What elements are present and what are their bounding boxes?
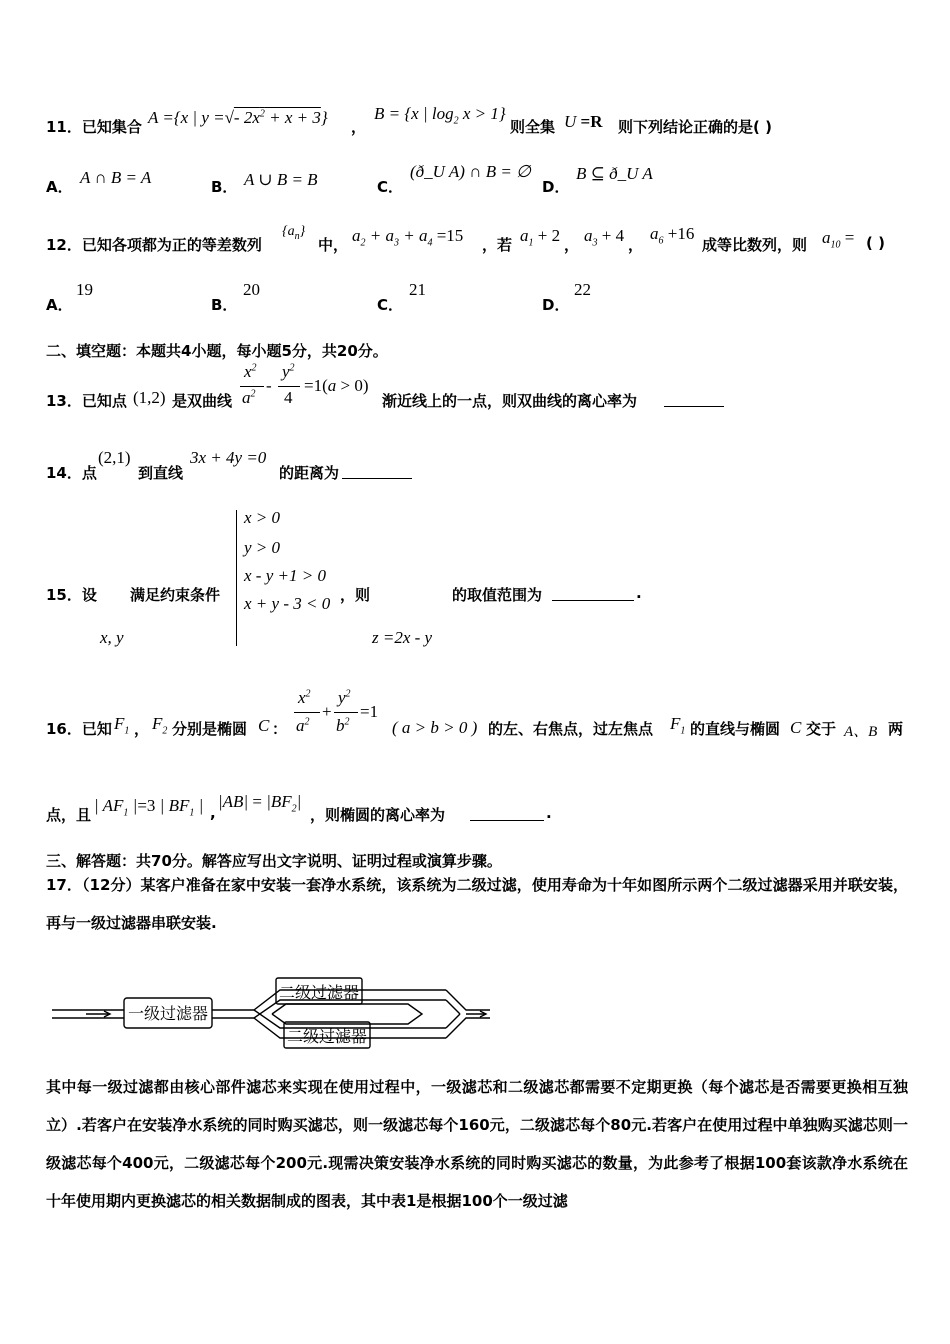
- q16-f2: $F_2$: [152, 714, 168, 737]
- q12-option-c-key: C．: [377, 296, 404, 314]
- q15-end: .: [636, 584, 642, 602]
- q14-point: (2,1): [98, 448, 131, 467]
- q15-comma: ，则: [340, 586, 371, 604]
- q11-option-a-key: A．: [46, 178, 73, 196]
- q16-label: 16．已知: [46, 720, 112, 738]
- q12-sep-1: ，: [564, 236, 580, 254]
- q12-ruo: ，若: [482, 236, 513, 254]
- q16-f1-again: $F_1$: [670, 714, 686, 737]
- q16-points: A、B: [844, 724, 878, 740]
- section-2-heading: 二、填空题：本题共4小题，每小题5分，共20分。: [46, 342, 388, 360]
- q12-sep-2: ，: [628, 236, 644, 254]
- q16-tail2: ，则椭圆的离心率为: [310, 806, 446, 824]
- q16-mid3: 的直线与椭圆: [690, 720, 781, 738]
- q15-constraint-3: x - y +1 > 0: [244, 566, 326, 585]
- q11-label: 11．已知集合: [46, 118, 142, 136]
- q13-mid: 是双曲线: [172, 392, 233, 410]
- filter-diagram: [46, 960, 506, 1060]
- q16-mid1: 分别是椭圆: [172, 720, 248, 738]
- q15-brace: [236, 510, 237, 646]
- q13-point: (1,2): [133, 388, 166, 407]
- q11-option-d: B ⊆ ð_U A: [576, 164, 653, 183]
- q16-tail1: 两: [888, 720, 904, 738]
- q12-option-a: 19: [76, 280, 93, 299]
- q17-intro: 17．（12分）某客户准备在家中安装一套净水系统，该系统为二级过滤，使用寿命为十年如图所示两个二级过滤器采用并联安装，再与一级过滤器串联安装.: [46, 876, 908, 932]
- q15-label: 15．设: [46, 586, 97, 604]
- q15-tail: 的取值范围为: [452, 586, 543, 604]
- q17-body: 其中每一级过滤都由核心部件滤芯来实现在使用过程中，一级滤芯和二级滤芯都需要不定期更换（每个滤芯是否需要更换相互独立）.若客户在安装净水系统的同时购买滤芯，则一级滤芯每个160元，二级滤芯每个80元.若客户在使用过程中单独购买滤芯则一级滤芯每个400元，二级滤芯每个200元.现需决策安装净水系统的同时购买滤芯的数量，为此参考了根据100套该款净水系统在十年使用期内更换滤芯的相关数据制成的图表，其中表1是根据100个一级过滤: [46, 1078, 908, 1210]
- q11-option-a: A ∩ B = A: [80, 168, 152, 187]
- q14-mid: 到直线: [138, 464, 184, 482]
- q16-colon: ：: [272, 720, 288, 738]
- q13-label: 13．已知点: [46, 392, 127, 410]
- q12-a10: $a_{10}$ =: [822, 228, 855, 251]
- q12-option-d: 22: [574, 280, 591, 299]
- q11-comma: ，: [351, 118, 367, 136]
- q16-ellipse-equation: $x^2$ $a^2$ + $y^2$ $b^2$ =1: [296, 688, 379, 735]
- q15-constraint-2: y > 0: [244, 538, 281, 557]
- q12-zhong: 中，: [318, 236, 349, 254]
- q16-c: C: [258, 716, 270, 735]
- q12-term-3: $a_6 +16$: [650, 224, 695, 247]
- q16-mid4: 交于: [806, 720, 837, 738]
- diagram-box-3: 二级过滤器: [286, 1027, 368, 1046]
- q12-option-d-key: D．: [542, 296, 570, 314]
- section-3-heading: 三、解答题：共70分。解答应写出文字说明、证明过程或演算步骤。: [46, 852, 502, 870]
- q12-term-1: $a_1 + 2$: [520, 226, 561, 249]
- q16-line2-start: 点，且: [46, 806, 92, 824]
- q16-end: .: [546, 804, 552, 822]
- q16-f1: $F_1$: [114, 714, 130, 737]
- q11-set-b: B = {x | $\log_2 x > 1$}: [374, 104, 506, 127]
- q12-label: 12．已知各项都为正的等差数列: [46, 236, 262, 254]
- q15-constraint-4: x + y - 3 < 0: [244, 594, 331, 613]
- q16-condition: ( a > b > 0 ): [392, 718, 478, 737]
- q12-option-c: 21: [409, 280, 426, 299]
- q15-objective: z =2x - y: [372, 628, 433, 647]
- q13-hyperbola-equation: $x^2$ $a^2$ - $y^2$ 4 =1(a > 0): [242, 362, 369, 407]
- q12-option-b-key: B．: [211, 296, 238, 314]
- q12-option-a-key: A．: [46, 296, 73, 314]
- q16-mid2: 的左、右焦点，过左焦点: [488, 720, 654, 738]
- q14-tail: 的距离为: [279, 464, 340, 482]
- q16-relation-2: $|AB| = |BF_2|$: [218, 792, 302, 815]
- q15-mid: 满足约束条件: [130, 586, 221, 604]
- q12-paren: ( ): [866, 234, 885, 252]
- q12-term-2: $a_3 + 4$: [584, 226, 625, 249]
- q11-option-d-key: D．: [542, 178, 570, 196]
- q12-sum: $a_2 + a_3 + a_4 =15$: [352, 226, 464, 249]
- q13-answer-blank[interactable]: [664, 392, 724, 407]
- diagram-box-2: 二级过滤器: [278, 983, 360, 1002]
- q16-relation-1: | $AF_1$ |=3 | $BF_1$ |: [94, 796, 204, 819]
- diagram-box-1: 一级过滤器: [127, 1004, 209, 1023]
- q16-answer-blank[interactable]: [470, 806, 544, 821]
- q11-universal: U =R: [564, 112, 603, 131]
- q15-constraint-1: x > 0: [244, 508, 281, 527]
- q11-option-c: (ð_U A) ∩ B = ∅: [410, 162, 531, 181]
- q11-option-b: A ∪ B = B: [244, 170, 318, 189]
- q14-answer-blank[interactable]: [342, 464, 412, 479]
- q12-tail: 成等比数列，则: [702, 236, 808, 254]
- q11-option-b-key: B．: [211, 178, 238, 196]
- q16-c-again: C: [790, 718, 802, 737]
- q15-vars: x, y: [100, 628, 124, 647]
- q14-label: 14．点: [46, 464, 97, 482]
- q11-mid: 则全集: [510, 118, 556, 136]
- q16-sep: ，: [134, 720, 150, 738]
- q11-set-a: A ={x | y =√- $2x^2 + x + 3$}: [148, 108, 328, 127]
- q12-sequence: $\{a_n\}$: [282, 224, 306, 242]
- q12-option-b: 20: [243, 280, 260, 299]
- q16-comma: ,: [210, 804, 216, 822]
- q15-answer-blank[interactable]: [552, 586, 634, 601]
- q13-tail: 渐近线上的一点，则双曲线的离心率为: [382, 392, 638, 410]
- q14-line: 3x + 4y =0: [190, 448, 267, 467]
- q11-tail: 则下列结论正确的是( ): [618, 118, 772, 136]
- q11-option-c-key: C．: [377, 178, 404, 196]
